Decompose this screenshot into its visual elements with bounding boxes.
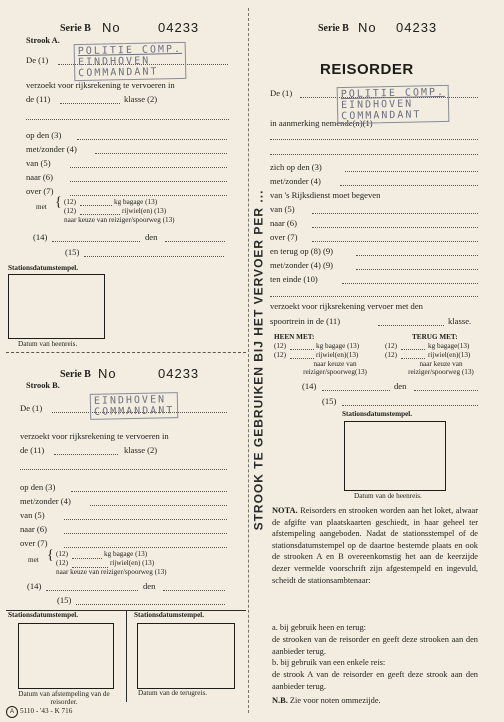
datum-heenreis-right: Datum van de heenreis. [354, 492, 422, 500]
den-label: den [145, 232, 158, 242]
nota-a-text: de strooken van de reisorder en geeft deze strooken aan den aanbieder terug. [272, 635, 478, 656]
heen-rijwiel-dots [290, 358, 314, 359]
heen-rijwiel: rijwiel(en)(13) [316, 351, 359, 359]
van-label-b: van (5) [20, 510, 45, 520]
rijwiel-dots [80, 214, 120, 215]
bagage-text-b: kg bagage (13) [104, 550, 148, 558]
n12a-b: (12) [56, 550, 68, 558]
serial-number-b: 04233 [158, 366, 200, 381]
met-zonder-dots-b [90, 505, 227, 506]
n15-right-dots [342, 405, 478, 406]
naar-dots-b [64, 533, 227, 534]
klasse-label: klasse (2) [124, 94, 158, 104]
blank-line-right-2 [270, 154, 478, 155]
van-label-right: van (5) [270, 204, 295, 214]
police-stamp-bottom: EINDHOVEN COMMANDANT [90, 392, 179, 420]
serie-label-right: Serie B [318, 23, 349, 34]
met-zonder-label-b: met/zonder (4) [20, 496, 71, 506]
n15-label: (15) [65, 247, 80, 257]
no-label-right: No [358, 20, 377, 35]
van-dots-right [312, 213, 478, 214]
bagage-dots-b [72, 558, 102, 559]
terug-bagage: kg bagage(13) [428, 342, 470, 350]
terug-rijwiel-dots [401, 358, 425, 359]
n15-dots-b [76, 604, 225, 605]
n12-terug-2: (12) [385, 351, 397, 359]
heen-keuze: naar keuze van reiziger/spoorweg(13) [303, 360, 367, 376]
van-rijk-label: van 's Rijksdienst moet begeven [270, 190, 381, 200]
n14-dots [52, 241, 140, 242]
verzoekt-text-b: verzoekt voor rijksrekening te vervoeren in [20, 431, 169, 441]
nota-b-text: de strook A van de reisorder en geeft deze strook aan den aanbieder terug. [272, 670, 478, 691]
met-zonder-right-dots [340, 185, 478, 186]
verzoekt-text: verzoekt voor rijksrekening te vervoeren in [26, 80, 175, 90]
stamp-box-b1 [18, 623, 114, 689]
footer-code: 5110 - '43 - K 716 [20, 707, 73, 715]
serie-label: Serie B [60, 23, 91, 34]
blank-line [26, 119, 229, 120]
den-dots [165, 241, 225, 242]
rijwiel-text-b: rijwiel(en) (13) [110, 559, 155, 567]
de-label: De (1) [26, 55, 49, 65]
de-label-b: De (1) [20, 403, 43, 413]
klasse-right: klasse. [448, 316, 472, 326]
met-label-b: met [28, 556, 39, 564]
aanmerking-label: in aanmerking nemende(n)(1) [270, 118, 373, 128]
met-zonder9-dots [356, 269, 478, 270]
naar-label-right: naar (6) [270, 218, 297, 228]
police-stamp-right: POLITIE COMP. EINDHOVEN COMMANDANT [337, 85, 450, 124]
n14-label: (14) [33, 232, 48, 242]
heen-bagage: kg bagage (13) [316, 342, 360, 350]
n12-heen-2: (12) [274, 351, 286, 359]
over-dots-b [64, 547, 227, 548]
printer-mark-icon: A [6, 706, 18, 718]
serial-number-right: 04233 [396, 20, 438, 35]
stationsdatumstempel-label-b1: Stationsdatumstempel. [8, 611, 79, 619]
serial-number: 04233 [158, 20, 200, 35]
blank-line-right-1 [270, 139, 478, 140]
datum-afstempeling-label: Datum van afstempeling van de reisorder. [18, 690, 110, 706]
n15-label-b: (15) [57, 595, 72, 605]
n12a: (12) [64, 198, 76, 206]
stationsdatumstempel-label-b2: Stationsdatumstempel. [134, 611, 205, 619]
vertical-strip-text: STROOK TE GEBRUIKEN BIJ HET VERVOER PER ... [251, 189, 266, 531]
met-zonder9-label: met/zonder (4) (9) [270, 260, 333, 270]
n12-terug-1: (12) [385, 342, 397, 350]
stamp-box-b2 [137, 623, 235, 689]
op-den-label: op den (3) [26, 130, 62, 140]
de11-dots [60, 103, 120, 104]
blank-line-right-3 [270, 296, 478, 297]
perforation-line [248, 8, 249, 713]
de-label-right: De (1) [270, 88, 293, 98]
rijwiel-text: rijwiel(en) (13) [122, 207, 167, 215]
heen-bagage-dots [290, 349, 314, 350]
den-right-dots [414, 390, 478, 391]
n14-label-b: (14) [27, 581, 42, 591]
stamp-box-right [344, 421, 446, 491]
nota-text: NOTA. Reisorders en strooken worden aan het loket, alwaar de afgifte van plaatskaarten geschiedt, in haar geheel ter afstempeling aangeboden. Nadat de stationsstempel of de stationsdatumstempel op de daartoe bestemde plaats en ook de strooken A en B overeenkomstig het aan de keerzijde dezer vermelde voorschrift zijn afgestempeld en ingevuld, scheidt de stationsambtenaar: [272, 506, 478, 585]
over-dots-right [312, 241, 478, 242]
terug-met-label: TERUG MET: [412, 333, 458, 341]
nb-text: N.B. Zie voor noten ommezijde. [272, 696, 381, 705]
terug-dots [356, 255, 478, 256]
datum-heenreis-label: Datum van heenreis. [18, 340, 78, 348]
ten-einde-label: ten einde (10) [270, 274, 318, 284]
van-dots-b [64, 519, 227, 520]
de11-dots-b [54, 454, 118, 455]
met-label: met [36, 203, 47, 211]
n12b-b: (12) [56, 559, 68, 567]
van-label: van (5) [26, 158, 51, 168]
n12-heen-1: (12) [274, 342, 286, 350]
brace-icon: { [55, 195, 62, 210]
met-zonder-label: met/zonder (4) [26, 144, 77, 154]
den-label-b: den [143, 581, 156, 591]
strook-a-label: Strook A. [26, 36, 60, 45]
terug-keuze: naar keuze van reiziger/spoorweg (13) [408, 360, 474, 376]
naar-label: naar (6) [26, 172, 53, 182]
blank-line-b [20, 469, 227, 470]
terug-rijwiel: rijwiel(en)(13) [428, 351, 471, 359]
brace-icon-b: { [47, 548, 54, 563]
de11-label: de (11) [26, 94, 51, 104]
klasse-label-b: klasse (2) [124, 445, 158, 455]
de11-label-b: de (11) [20, 445, 45, 455]
verzoekt-right: verzoekt voor rijksrekening vervoer met den [270, 301, 423, 311]
police-stamp-top: POLITIE COMP. EINDHOVEN COMMANDANT [74, 42, 187, 81]
divider-line [126, 610, 127, 702]
no-label-b: No [98, 366, 117, 381]
den-dots-b [163, 590, 225, 591]
over-label: over (7) [26, 186, 54, 196]
van-dots [70, 167, 227, 168]
ten-einde-dots [342, 283, 478, 284]
tear-line [6, 352, 246, 353]
spoortrein-dots [378, 325, 444, 326]
terug-label: en terug op (8) (9) [270, 246, 333, 256]
document-title: REISORDER [320, 61, 414, 78]
stationsdatumstempel-label: Stationsdatumstempel. [8, 264, 79, 272]
spoortrein-label: spoortrein in de (11) [270, 316, 341, 326]
zich-label: zich op den (3) [270, 162, 322, 172]
den-right: den [394, 381, 407, 391]
n12b: (12) [64, 207, 76, 215]
terug-bagage-dots [401, 349, 425, 350]
stamp-box [8, 274, 105, 339]
n14-right-dots [322, 390, 390, 391]
naar-dots-right [312, 227, 478, 228]
n14-right: (14) [302, 381, 317, 391]
keuze-text: naar keuze van reiziger/spoorweg (13) [64, 216, 175, 224]
n15-dots [84, 256, 224, 257]
keuze-text-b: naar keuze van reiziger/spoorweg (13) [56, 568, 167, 576]
stationsdatumstempel-right: Stationsdatumstempel. [342, 410, 413, 418]
met-zonder-right: met/zonder (4) [270, 176, 321, 186]
over-label-b: over (7) [20, 538, 48, 548]
serie-label-b: Serie B [60, 369, 91, 380]
zich-dots [345, 171, 478, 172]
strook-b-label: Strook B. [26, 381, 60, 390]
over-label-right: over (7) [270, 232, 298, 242]
op-den-dots [77, 139, 227, 140]
met-zonder-dots [95, 153, 227, 154]
op-den-label-b: op den (3) [20, 482, 56, 492]
nota-b: b. bij gebruik van een enkele reis: [272, 658, 386, 667]
n15-right: (15) [322, 396, 337, 406]
n14-dots-b [46, 590, 138, 591]
over-dots [70, 195, 227, 196]
bagage-text: kg bagage (13) [114, 198, 158, 206]
naar-dots [70, 181, 227, 182]
nota-a: a. bij gebruik heen en terug: [272, 623, 366, 632]
datum-terugreis-label: Datum van de terugreis. [138, 689, 208, 697]
op-den-dots-b [71, 491, 227, 492]
no-label: No [102, 20, 121, 35]
heen-met-label: HEEN MET: [274, 333, 315, 341]
naar-label-b: naar (6) [20, 524, 47, 534]
bagage-dots [80, 205, 112, 206]
